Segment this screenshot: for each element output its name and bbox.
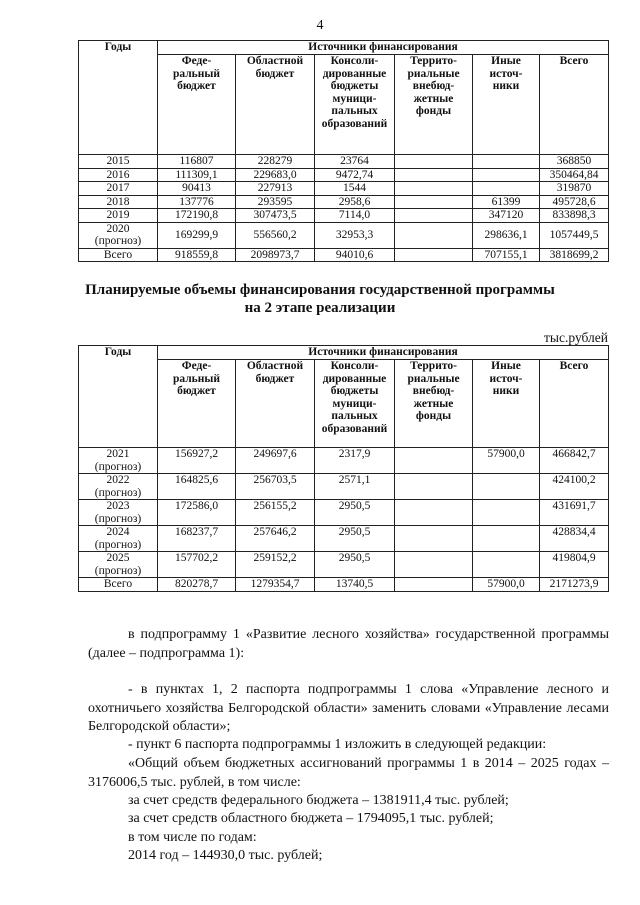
- table-row: [79, 209, 609, 223]
- cell-regional: 293595: [236, 195, 315, 209]
- units-label: тыс.рублей: [544, 330, 608, 345]
- cell-other: [473, 500, 540, 526]
- header-sources: Источники финансирования: [158, 41, 609, 55]
- cell-territorial: [395, 448, 473, 474]
- cell-other: 347120: [473, 209, 540, 223]
- cell-year: 2025 (прогноз): [79, 552, 158, 578]
- cell-federal: 156927,2: [158, 448, 236, 474]
- cell-territorial: [395, 182, 473, 196]
- cell-consolidated: 23764: [315, 155, 395, 169]
- paragraph-item-6: - пункт 6 паспорта подпрограммы 1 изложить в следующей редакции:: [128, 737, 547, 752]
- cell-federal: 116807: [158, 155, 236, 169]
- table-row: [79, 448, 609, 474]
- paragraph-regional-funds: за счет средств областного бюджета – 1794095,1 тыс. рублей;: [128, 811, 494, 826]
- cell-regional: 2098973,7: [236, 248, 315, 262]
- paragraph-replace-words: - в пунктах 1, 2 паспорта подпрограммы 1 слова «Управление лесного и охотничьего хозяйства Белгородской области» заменить словами «Управление лесами Белгородской области»;: [88, 682, 609, 734]
- cell-other: 61399: [473, 195, 540, 209]
- cell-consolidated: 94010,6: [315, 248, 395, 262]
- cell-regional: 229683,0: [236, 168, 315, 182]
- header-other: Иные источ- ники: [473, 55, 540, 155]
- cell-consolidated: 2950,5: [315, 526, 395, 552]
- cell-consolidated: 1544: [315, 182, 395, 196]
- header-other: Иные источ- ники: [473, 360, 540, 448]
- header-regional: Областной бюджет: [236, 55, 315, 155]
- cell-other: [473, 168, 540, 182]
- cell-regional: 227913: [236, 182, 315, 196]
- cell-total: 350464,84: [540, 168, 609, 182]
- cell-federal: 90413: [158, 182, 236, 196]
- cell-year: 2019: [79, 209, 158, 223]
- cell-year: Всего: [79, 578, 158, 592]
- cell-consolidated: 2571,1: [315, 474, 395, 500]
- cell-federal: 172586,0: [158, 500, 236, 526]
- cell-federal: 169299,9: [158, 222, 236, 248]
- paragraph-subprogram-intro: в подпрограмму 1 «Развитие лесного хозяйства» государственной программы (далее – подпрограмма 1):: [88, 627, 609, 661]
- cell-year: 2017: [79, 182, 158, 196]
- cell-total: 428834,4: [540, 526, 609, 552]
- cell-consolidated: 2958,6: [315, 195, 395, 209]
- header-years: Годы: [79, 346, 158, 448]
- cell-other: [473, 155, 540, 169]
- page-number: 4: [316, 18, 324, 33]
- table-row-total: [79, 248, 609, 262]
- cell-total: 3818699,2: [540, 248, 609, 262]
- cell-territorial: [395, 500, 473, 526]
- cell-other: [473, 182, 540, 196]
- cell-regional: 556560,2: [236, 222, 315, 248]
- cell-total: 833898,3: [540, 209, 609, 223]
- cell-territorial: [395, 248, 473, 262]
- header-regional: Областной бюджет: [236, 360, 315, 448]
- section-heading: Планируемые объемы финансирования государственной программы на 2 этапе реализации: [85, 282, 555, 316]
- header-federal: Феде- ральный бюджет: [158, 360, 236, 448]
- paragraph-year-2014: 2014 год – 144930,0 тыс. рублей;: [128, 848, 323, 863]
- table-row: [79, 182, 609, 196]
- header-total: Всего: [540, 55, 609, 155]
- cell-year: 2023 (прогноз): [79, 500, 158, 526]
- financing-table-stage-1: [78, 40, 609, 262]
- cell-territorial: [395, 168, 473, 182]
- cell-regional: 259152,2: [236, 552, 315, 578]
- paragraph-by-years: в том числе по годам:: [128, 830, 257, 845]
- cell-total: 495728,6: [540, 195, 609, 209]
- cell-other: 298636,1: [473, 222, 540, 248]
- cell-other: [473, 526, 540, 552]
- financing-table-stage-2: [78, 345, 609, 592]
- table-row: [79, 168, 609, 182]
- table-row: [79, 500, 609, 526]
- cell-consolidated: 9472,74: [315, 168, 395, 182]
- cell-total: 368850: [540, 155, 609, 169]
- cell-regional: 228279: [236, 155, 315, 169]
- table-row-total: [79, 578, 609, 592]
- cell-year: 2024 (прогноз): [79, 526, 158, 552]
- cell-territorial: [395, 552, 473, 578]
- cell-year: 2022 (прогноз): [79, 474, 158, 500]
- header-federal: Феде- ральный бюджет: [158, 55, 236, 155]
- table-row: [79, 195, 609, 209]
- table-row: [79, 155, 609, 169]
- cell-total: 424100,2: [540, 474, 609, 500]
- cell-territorial: [395, 222, 473, 248]
- header-consolidated: Консоли- дированные бюджеты муници- пальных образований: [315, 360, 395, 448]
- table-row: [79, 474, 609, 500]
- cell-year: 2020 (прогноз): [79, 222, 158, 248]
- cell-total: 1057449,5: [540, 222, 609, 248]
- cell-territorial: [395, 195, 473, 209]
- cell-year: 2018: [79, 195, 158, 209]
- cell-federal: 111309,1: [158, 168, 236, 182]
- cell-regional: 1279354,7: [236, 578, 315, 592]
- cell-year: Всего: [79, 248, 158, 262]
- cell-other: 57900,0: [473, 448, 540, 474]
- paragraph-federal-funds: за счет средств федерального бюджета – 1381911,4 тыс. рублей;: [128, 793, 509, 808]
- cell-regional: 256155,2: [236, 500, 315, 526]
- cell-federal: 820278,7: [158, 578, 236, 592]
- table-row: [79, 552, 609, 578]
- cell-territorial: [395, 474, 473, 500]
- cell-regional: 257646,2: [236, 526, 315, 552]
- cell-territorial: [395, 526, 473, 552]
- cell-total: 466842,7: [540, 448, 609, 474]
- cell-year: 2015: [79, 155, 158, 169]
- header-years: Годы: [79, 41, 158, 155]
- cell-total: 431691,7: [540, 500, 609, 526]
- cell-federal: 157702,2: [158, 552, 236, 578]
- table-row: [79, 222, 609, 248]
- cell-total: 2171273,9: [540, 578, 609, 592]
- cell-total: 319870: [540, 182, 609, 196]
- cell-consolidated: 13740,5: [315, 578, 395, 592]
- cell-regional: 307473,5: [236, 209, 315, 223]
- header-total: Всего: [540, 360, 609, 448]
- cell-territorial: [395, 578, 473, 592]
- cell-consolidated: 2950,5: [315, 500, 395, 526]
- cell-consolidated: 2317,9: [315, 448, 395, 474]
- cell-federal: 172190,8: [158, 209, 236, 223]
- header-territorial: Террито- риальные внебюд- жетные фонды: [395, 55, 473, 155]
- cell-consolidated: 2950,5: [315, 552, 395, 578]
- cell-year: 2021 (прогноз): [79, 448, 158, 474]
- header-territorial: Террито- риальные внебюд- жетные фонды: [395, 360, 473, 448]
- cell-other: [473, 552, 540, 578]
- table-row: [79, 526, 609, 552]
- cell-consolidated: 7114,0: [315, 209, 395, 223]
- cell-year: 2016: [79, 168, 158, 182]
- header-sources: Источники финансирования: [158, 346, 609, 360]
- cell-other: 707155,1: [473, 248, 540, 262]
- cell-federal: 137776: [158, 195, 236, 209]
- cell-regional: 249697,6: [236, 448, 315, 474]
- header-consolidated: Консоли- дированные бюджеты муници- пальных образований: [315, 55, 395, 155]
- cell-territorial: [395, 155, 473, 169]
- cell-consolidated: 32953,3: [315, 222, 395, 248]
- cell-other: 57900,0: [473, 578, 540, 592]
- cell-federal: 168237,7: [158, 526, 236, 552]
- cell-territorial: [395, 209, 473, 223]
- cell-other: [473, 474, 540, 500]
- cell-federal: 164825,6: [158, 474, 236, 500]
- cell-regional: 256703,5: [236, 474, 315, 500]
- paragraph-total-volume: «Общий объем бюджетных ассигнований программы 1 в 2014 – 2025 годах – 3176006,5 тыс. рублей, в том числе:: [88, 756, 609, 790]
- cell-total: 419804,9: [540, 552, 609, 578]
- cell-federal: 918559,8: [158, 248, 236, 262]
